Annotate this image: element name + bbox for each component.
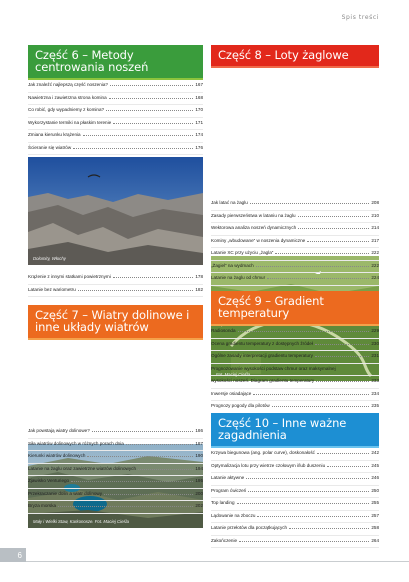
- toc-entry[interactable]: [211, 198, 379, 211]
- toc-entry-page: 171: [195, 119, 203, 125]
- toc-leader-dots: [58, 506, 193, 507]
- toc-entry-title: Prognozy pogody dla pilotów: [211, 403, 270, 408]
- section-7-block: [28, 305, 203, 340]
- toc-entry[interactable]: [211, 498, 379, 511]
- toc-entry[interactable]: [211, 248, 379, 261]
- toc-entry-page: 264: [371, 537, 379, 543]
- toc-leader-dots: [87, 456, 193, 457]
- toc-entry-title: Siła wiatrów dolinowych w różnych porach dnia: [28, 440, 124, 446]
- toc-leader-dots: [257, 516, 369, 517]
- toc-entry-title: Krzywa biegunowa (ang. polar curve), doskonałość: [211, 450, 315, 455]
- toc-entry-page: 167: [195, 82, 203, 87]
- toc-leader-dots: [246, 478, 369, 479]
- toc-entry-page: 200: [195, 490, 203, 496]
- toc-entry-page: 235: [371, 403, 379, 408]
- dolomites-image: [28, 157, 203, 265]
- toc-entry-title: Kierunki wiatrów dolinowych: [28, 453, 86, 458]
- toc-leader-dots: [71, 481, 193, 482]
- running-head: Spis treści: [341, 14, 379, 21]
- toc-entry-title: Ścieranie się wiatrów: [28, 144, 72, 150]
- dolomites-caption: Dolomity, Włochy: [33, 256, 66, 261]
- toc-entry[interactable]: [211, 389, 379, 402]
- toc-entry[interactable]: [28, 118, 203, 131]
- toc-entry[interactable]: [211, 486, 379, 499]
- toc-entry-title: Wykorzystanie termiki na płaskim terenie: [28, 119, 112, 125]
- toc-entry-title: Co robić, gdy wypadniemy z komina?: [28, 107, 105, 112]
- section-8-block: [211, 45, 379, 68]
- ridge-caption: Fot. Maciej Cieśla: [216, 372, 251, 377]
- toc-entry-page: 231: [371, 353, 379, 358]
- section-10-block: [211, 413, 379, 548]
- toc-entry[interactable]: [211, 273, 379, 286]
- toc-leader-dots: [316, 381, 369, 382]
- toc-entry[interactable]: [28, 501, 203, 514]
- toc-entry-title: Zmiana kierunku krążenia: [28, 132, 81, 137]
- toc-leader-dots: [83, 135, 194, 136]
- toc-leader-dots: [113, 277, 194, 278]
- toc-entry[interactable]: [28, 143, 203, 156]
- section-10-banner[interactable]: Część 10 – Inne ważne zagadnienia: [211, 413, 379, 448]
- toc-entry-page: 194: [195, 465, 203, 471]
- toc-entry[interactable]: [211, 448, 379, 461]
- toc-entry[interactable]: [211, 473, 379, 486]
- toc-leader-dots: [109, 98, 194, 99]
- toc-entry-title: Latanie aktywne: [211, 475, 245, 480]
- section-7-toc-block: [28, 426, 203, 514]
- toc-entry-page: 214: [371, 225, 379, 230]
- toc-entry-title: Ocena gradientu temperatury z dostępnych źródeł: [211, 340, 313, 346]
- toc-entry-title: Zakończenie: [211, 537, 238, 543]
- toc-leader-dots: [106, 110, 193, 111]
- footer-rule: [26, 561, 409, 562]
- toc-entry[interactable]: [28, 272, 203, 285]
- toc-entry-page: 233: [371, 378, 379, 383]
- toc-entry-page: 217: [371, 237, 379, 243]
- toc-leader-dots: [126, 444, 194, 445]
- toc-entry-title: Zasady pierwszeństwa w lataniu na żaglu: [211, 212, 296, 218]
- toc-leader-dots: [327, 466, 369, 467]
- toc-entry-title: Program ćwiczeń: [211, 487, 247, 493]
- toc-entry[interactable]: [211, 211, 379, 224]
- toc-entry-title: Latanie bez wariometru: [28, 286, 76, 292]
- toc-entry[interactable]: [28, 464, 203, 477]
- toc-entry-page: 170: [195, 107, 203, 112]
- toc-entry[interactable]: [211, 376, 379, 389]
- toc-entry-page: 190: [195, 453, 203, 458]
- toc-entry-page: 202: [195, 503, 203, 508]
- toc-entry-title: Ogólne zasady interpretacji gradientu temperatury: [211, 353, 313, 358]
- toc-entry-title: Krążenie z innymi statkami powietrznymi: [28, 274, 111, 279]
- toc-leader-dots: [253, 394, 369, 395]
- toc-leader-dots: [315, 344, 369, 345]
- toc-entry[interactable]: [211, 326, 379, 339]
- toc-entry-title: Lądowanie na zboczu: [211, 512, 256, 518]
- toc-entry[interactable]: [28, 476, 203, 489]
- toc-leader-dots: [239, 541, 369, 542]
- section-9-toc: [211, 326, 379, 414]
- toc-entry-page: 182: [195, 286, 203, 292]
- toc-leader-dots: [307, 241, 369, 242]
- toc-entry-page: 174: [195, 132, 203, 137]
- toc-entry-page: 222: [371, 250, 379, 255]
- toc-entry[interactable]: [211, 364, 379, 377]
- toc-entry-page: 222: [371, 262, 379, 268]
- toc-entry-title: Inwersje osiadające: [211, 390, 252, 396]
- toc-entry[interactable]: [211, 511, 379, 524]
- toc-entry[interactable]: [28, 105, 203, 118]
- toc-entry-title: wysokości noszeń. Diagram gradientu temperatury: [211, 378, 315, 383]
- toc-entry-page: 255: [371, 500, 379, 505]
- toc-entry[interactable]: [28, 451, 203, 464]
- toc-leader-dots: [113, 123, 193, 124]
- toc-entry-title: Kominy „wbudowane” w noszenia dynamiczne: [211, 237, 306, 243]
- toc-entry[interactable]: [28, 489, 203, 502]
- toc-entry-page: 242: [371, 450, 379, 455]
- dolomites-photo: [28, 157, 203, 265]
- toc-leader-dots: [73, 148, 193, 149]
- toc-entry-title: „Żagiel” na wydmach: [211, 262, 254, 268]
- toc-leader-dots: [298, 228, 369, 229]
- toc-entry-title: Latanie przełotów dla początkujących: [211, 525, 288, 530]
- section-6-banner[interactable]: Część 6 – Metody centrowania noszeń: [28, 45, 203, 80]
- toc-entry-title: Nawietrzna i zawietrzna strona komina: [28, 94, 107, 100]
- toc-entry[interactable]: [211, 261, 379, 274]
- toc-leader-dots: [315, 356, 369, 357]
- toc-entry-title: Bryza morska: [28, 503, 57, 508]
- toc-entry-title: Jak latać na żaglu: [211, 200, 248, 205]
- toc-entry[interactable]: [211, 351, 379, 364]
- toc-entry-page: 229: [371, 328, 379, 333]
- toc-leader-dots: [238, 331, 370, 332]
- mid-toc: [28, 272, 203, 297]
- toc-entry-title: Top landing: [211, 500, 235, 505]
- toc-entry[interactable]: [211, 523, 379, 536]
- toc-entry-page: 234: [371, 390, 379, 396]
- section-8-toc: [211, 198, 379, 286]
- section-8-banner[interactable]: Część 8 – Loty żaglowe: [211, 45, 379, 68]
- toc-entry[interactable]: [28, 439, 203, 452]
- left-column: [28, 45, 203, 155]
- toc-leader-dots: [248, 491, 369, 492]
- section-7-banner[interactable]: Część 7 – Wiatry dolinowe i inne układy wiatrów: [28, 305, 203, 340]
- toc-entry[interactable]: [211, 223, 379, 236]
- toc-entry-title: Prognozowanie wysokości podstaw chmur oraz maksymalnej: [211, 365, 336, 371]
- toc-entry[interactable]: [28, 426, 203, 439]
- toc-leader-dots: [78, 290, 194, 291]
- toc-entry-page: 224: [371, 275, 379, 280]
- toc-entry[interactable]: [28, 130, 203, 143]
- toc-entry-page: 258: [371, 525, 379, 530]
- toc-leader-dots: [275, 253, 369, 254]
- toc-leader-dots: [298, 216, 370, 217]
- toc-leader-dots: [110, 85, 193, 86]
- toc-entry-page: 176: [195, 144, 203, 150]
- toc-entry[interactable]: [28, 93, 203, 106]
- toc-entry-page: 246: [371, 475, 379, 480]
- toc-entry-page: 257: [371, 512, 379, 518]
- toc-leader-dots: [317, 453, 369, 454]
- section-8-toc-block: [211, 198, 379, 286]
- toc-leader-dots: [272, 406, 370, 407]
- toc-entry-title: Radiosonda: [211, 328, 236, 333]
- toc-leader-dots: [138, 469, 193, 470]
- toc-leader-dots: [267, 278, 369, 279]
- section-7-toc: [28, 426, 203, 514]
- toc-entry-page: 178: [195, 274, 203, 279]
- section-9-block: [211, 291, 379, 414]
- toc-entry[interactable]: [28, 80, 203, 93]
- toc-entry[interactable]: [211, 401, 379, 414]
- toc-entry-title: Latanie XC przy użyciu „żagla”: [211, 250, 274, 255]
- lakes-caption: Mały i Wielki Staw, Karkonosze. Fot. Maciej Cieśla: [33, 519, 129, 524]
- page-number: 6: [0, 548, 26, 562]
- toc-leader-dots: [92, 431, 194, 432]
- toc-entry-title: Jak powstają wiatry dolinowe?: [28, 428, 90, 433]
- toc-leader-dots: [237, 503, 370, 504]
- toc-entry-page: 208: [371, 200, 379, 205]
- toc-entry[interactable]: [211, 461, 379, 474]
- toc-entry[interactable]: [211, 339, 379, 352]
- section-9-banner[interactable]: Część 9 – Gradient temperatury: [211, 291, 379, 326]
- toc-leader-dots: [250, 203, 370, 204]
- toc-entry-page: 195: [195, 478, 203, 483]
- toc-entry-title: Wektorowa analiza noszeń dynamicznych: [211, 225, 297, 230]
- toc-entry-page: 250: [371, 487, 379, 493]
- toc-entry-title: Latanie na żaglu od chmur: [211, 275, 266, 280]
- toc-entry[interactable]: [28, 285, 203, 298]
- toc-entry-title: Jak znaleźć najlepszą część noszenia?: [28, 82, 108, 87]
- toc-entry-page: 245: [371, 462, 379, 468]
- toc-entry-page: 187: [195, 440, 203, 446]
- toc-leader-dots: [289, 528, 369, 529]
- toc-leader-dots: [256, 266, 370, 267]
- toc-entry-page: 210: [371, 212, 379, 218]
- toc-entry-page: 186: [195, 428, 203, 433]
- toc-entry-page: 168: [195, 94, 203, 100]
- toc-entry-title: Przekraczanie dolin a wiatr dolinowy: [28, 490, 103, 496]
- section-10-toc: [211, 448, 379, 548]
- toc-entry[interactable]: [211, 536, 379, 549]
- left-mid-column: [28, 272, 203, 297]
- toc-entry-page: 230: [371, 340, 379, 346]
- section-6-toc: [28, 80, 203, 155]
- toc-entry-title: Zjawisko Venturiego: [28, 478, 70, 483]
- toc-entry-title: Optymalizacja lotu przy wietrze czołowym i/lub duszeniu: [211, 462, 326, 468]
- toc-entry[interactable]: [211, 236, 379, 249]
- toc-entry-title: Latanie na żaglu oraz zawietrzne wiatrów dolinowych: [28, 465, 137, 471]
- toc-leader-dots: [104, 494, 193, 495]
